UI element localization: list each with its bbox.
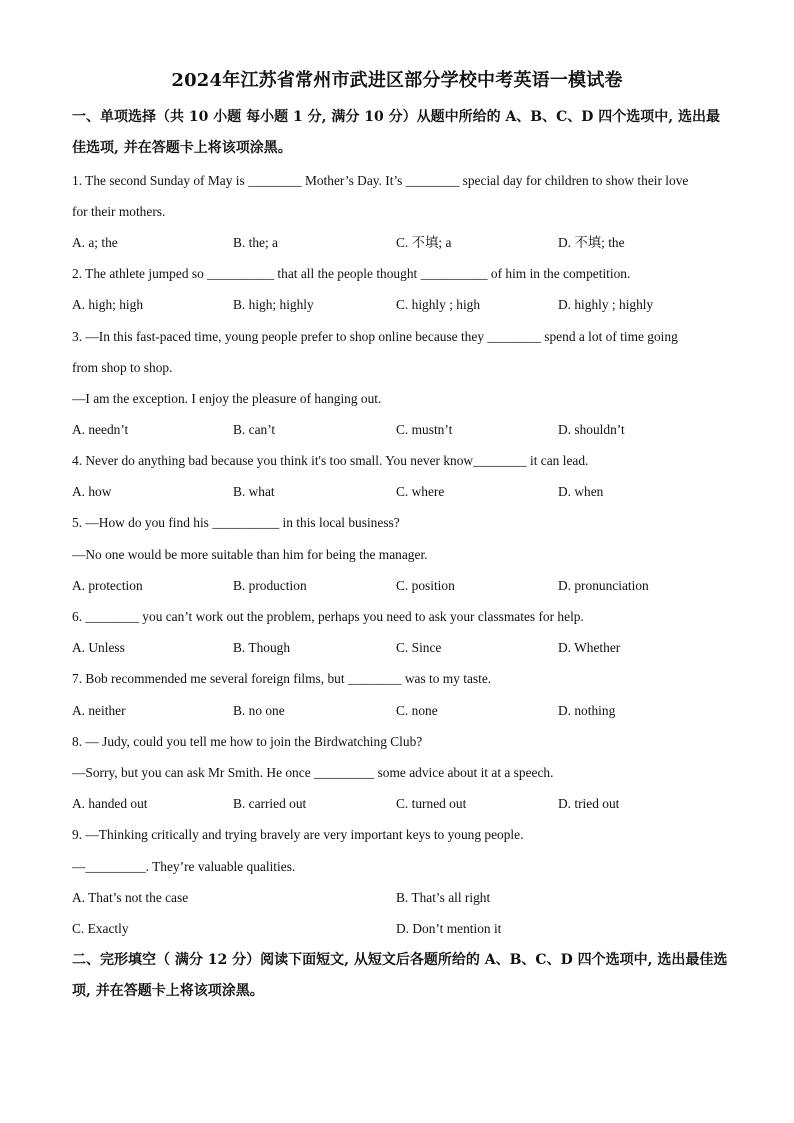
question-1-option-d: D. 不填; the (558, 235, 625, 250)
question-2-text: 2. The athlete jumped so __________ that all the people thought __________ of him in the competition. (72, 266, 631, 281)
question-8-reply: —Sorry, but you can ask Mr Smith. He once _________ some advice about it at a speech. (72, 765, 554, 780)
question-7-option-d: D. nothing (558, 703, 616, 718)
question-2-option-d: D. highly ; highly (558, 297, 654, 312)
question-9-option-b: B. That’s all right (396, 890, 491, 905)
question-5-text: 5. —How do you find his __________ in this local business? (72, 515, 400, 530)
question-6-option-a: A. Unless (72, 640, 125, 655)
question-6-option-b: B. Though (233, 640, 291, 655)
question-2-option-c: C. highly ; high (396, 297, 481, 312)
question-9-text: 9. —Thinking critically and trying bravely are very important keys to young people. (72, 827, 524, 842)
question-1-option-c: C. 不填; a (396, 235, 452, 250)
question-5-option-a: A. protection (72, 578, 143, 593)
question-3-option-b: B. can’t (233, 422, 276, 437)
question-9-option-d: D. Don’t mention it (396, 921, 502, 936)
question-7-option-b: B. no one (233, 703, 285, 718)
question-8-option-a: A. handed out (72, 796, 148, 811)
question-3-text: 3. —In this fast-paced time, young people prefer to shop online because they ________ spend a lot of time going (72, 329, 678, 344)
question-9-option-a: A. That’s not the case (72, 890, 189, 905)
question-5-reply: —No one would be more suitable than him for being the manager. (72, 547, 428, 562)
question-3-option-d: D. shouldn’t (558, 422, 625, 437)
section-2-instructions: 二、完形填空（ 满分 12 分）阅读下面短文, 从短文后各题所给的 A、B、C、D 四个选项中, 选出最佳选项, 并在答题卡上将该项涂黑。 (72, 952, 728, 999)
question-1-text-cont: for their mothers. (72, 204, 166, 219)
question-2-option-a: A. high; high (72, 297, 144, 312)
question-5-option-c: C. position (396, 578, 455, 593)
question-3-text-cont: from shop to shop. (72, 360, 173, 375)
question-3-reply: —I am the exception. I enjoy the pleasure of hanging out. (72, 391, 382, 406)
question-1-option-a: A. a; the (72, 235, 118, 250)
question-6-option-d: D. Whether (558, 640, 621, 655)
question-7-text: 7. Bob recommended me several foreign films, but ________ was to my taste. (72, 671, 492, 686)
question-7-option-a: A. neither (72, 703, 126, 718)
question-7-option-c: C. none (396, 703, 438, 718)
question-4-option-c: C. where (396, 484, 445, 499)
question-3-option-c: C. mustn’t (396, 422, 453, 437)
question-6-option-c: C. Since (396, 640, 442, 655)
question-6-text: 6. ________ you can’t work out the problem, perhaps you need to ask your classmates for help. (72, 609, 584, 624)
question-8-option-b: B. carried out (233, 796, 307, 811)
question-8-option-d: D. tried out (558, 796, 620, 811)
question-4-text: 4. Never do anything bad because you think it's too small. You never know________ it can lead. (72, 453, 589, 468)
question-4-option-d: D. when (558, 484, 604, 499)
section-1-instructions: 一、单项选择（共 10 小题 每小题 1 分, 满分 10 分）从题中所给的 A、B、C、D 四个选项中, 选出最佳选项, 并在答题卡上将该项涂黑。 (72, 109, 721, 156)
question-5-option-b: B. production (233, 578, 307, 593)
question-1-text: 1. The second Sunday of May is ________ Mother’s Day. It’s ________ special day for children to show their love (72, 173, 689, 188)
question-9-option-c: C. Exactly (72, 921, 129, 936)
question-1-option-b: B. the; a (233, 235, 278, 250)
question-9-reply: —_________. They’re valuable qualities. (72, 859, 296, 874)
question-4-option-b: B. what (233, 484, 275, 499)
question-5-option-d: D. pronunciation (558, 578, 649, 593)
question-3-option-a: A. needn’t (72, 422, 129, 437)
question-4-option-a: A. how (72, 484, 112, 499)
question-8-text: 8. — Judy, could you tell me how to join the Birdwatching Club? (72, 734, 423, 749)
question-8-option-c: C. turned out (396, 796, 467, 811)
question-2-option-b: B. high; highly (233, 297, 314, 312)
page-title: 2024年江苏省常州市武进区部分学校中考英语一模试卷 (171, 70, 623, 91)
